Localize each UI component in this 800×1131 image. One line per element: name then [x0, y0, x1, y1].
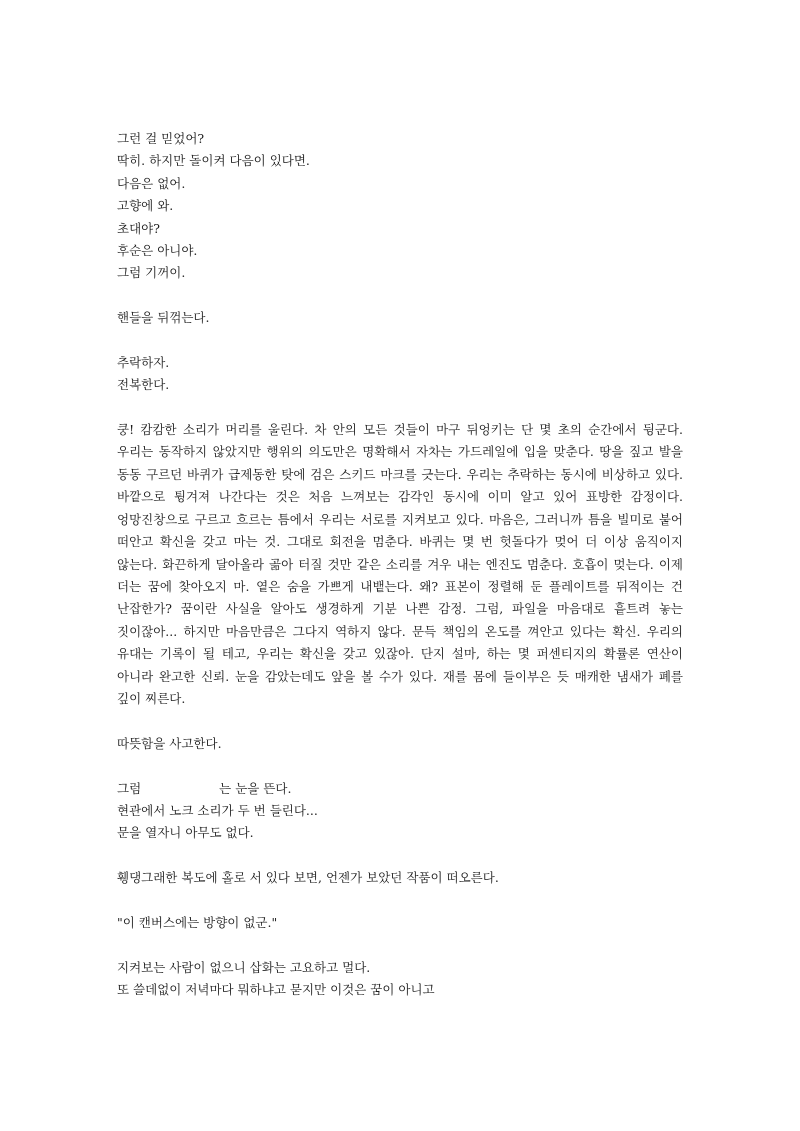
- document-page: [117, 128, 683, 1001]
- body-paragraph: 쿵! 캄캄한 소리가 머리를 울린다. 차 안의 모든 것들이 마구 뒤엉키는 단 몇 초의 순간에서 뒹군다. 우리는 동작하지 않았지만 행위의 의도만은 명확해서 자차는 가드레일에 입을 맞춘다. 땅을 짚고 발을 동동 구르던 바퀴가 급제동한 탓에 검은 스키드 마크를 긋는다. 우리는 추락하는 동시에 비상하고 있다. 바깥으로 튕겨져 나간다는 것은 처음 느껴보는 감각인 동시에 이미 알고 있어 표방한 감정이다. 엉망진창으로 구르고 흐르는 틈에서 우리는 서로를 지켜보고 있다. 마음은, 그러니까 틈을 빌미로 붙어 떠안고 확신을 갖고 마는 것. 그대로 회전을 멈춘다. 바퀴는 몇 번 헛돌다가 멎어 더 이상 움직이지 않는다. 화끈하게 달아올라 곪아 터질 것만 같은 소리를 겨우 내는 엔진도 멈춘다. 호흡이 멎는다. 이제 더는 꿈에 찾아오지 마. 옅은 숨을 가쁘게 내뱉는다. 왜? 표본이 정렬해 둔 플레이트를 뒤적이는 건 난잡한가? 꿈이란 사실을 알아도 생경하게 기분 나쁜 감정. 그럼, 파일을 마음대로 흩트려 놓는 짓이잖아... 하지만 마음만큼은 그다지 역하지 않다. 문득 책임의 온도를 껴안고 있다는 확신. 우리의 유대는 기록이 될 테고, 우리는 확신을 갖고 있잖아. 단지 설마, 하는 몇 퍼센티지의 확률론 연산이 아니라 완고한 신뢰. 눈을 감았는데도 앞을 볼 수가 있다. 재를 몸에 들이부은 듯 매캐한 냄새가 폐를 깊이 찌른다.: [117, 422, 683, 706]
- dialogue-line: 후순은 아니야.: [117, 242, 198, 258]
- spacer: [117, 934, 683, 956]
- dialogue-line: 다음은 없어.: [117, 175, 186, 191]
- narration-line: 또 쓸데없이 저녁마다 뭐하냐고 묻지만 이것은 꿈이 아니고: [117, 982, 435, 998]
- spacer: [117, 755, 683, 777]
- dialogue-line: 딱히. 하지만 돌이켜 다음이 있다면.: [117, 153, 310, 169]
- narration-line: 따뜻함을 사고한다.: [117, 735, 222, 751]
- dialogue-line: 그런 걸 믿었어?: [117, 131, 205, 146]
- spacer: [117, 330, 683, 352]
- dialogue-line: 그럼 기꺼이.: [117, 265, 186, 281]
- narration-line: [117, 778, 683, 800]
- spacer: [117, 397, 683, 419]
- narration-line: 지켜보는 사람이 없으니 삽화는 고요하고 멀다.: [117, 959, 371, 975]
- spacer: [117, 710, 683, 732]
- dialogue-line: 초대야?: [117, 220, 160, 236]
- narration-line: 문을 열자니 아무도 없다.: [117, 825, 254, 841]
- narration-line: 현관에서 노크 소리가 두 번 들린다...: [117, 802, 318, 818]
- narration-fragment: 그럼: [117, 780, 142, 796]
- narration-line: 핸들을 뒤꺾는다.: [117, 310, 210, 326]
- narration-fragment: 는 눈을 뜬다.: [219, 780, 292, 796]
- dialogue-line: 전복한다.: [117, 377, 170, 393]
- spacer: [117, 285, 683, 307]
- dialogue-line: 추락하자.: [117, 354, 170, 370]
- narration-line: 휑댕그래한 복도에 홀로 서 있다 보면, 언젠가 보았던 작품이 떠오른다.: [117, 870, 499, 886]
- spacer: [117, 889, 683, 911]
- spacer: [117, 845, 683, 867]
- quote-line: "이 캔버스에는 방향이 없군.": [117, 914, 278, 930]
- dialogue-line: 고향에 와.: [117, 198, 174, 214]
